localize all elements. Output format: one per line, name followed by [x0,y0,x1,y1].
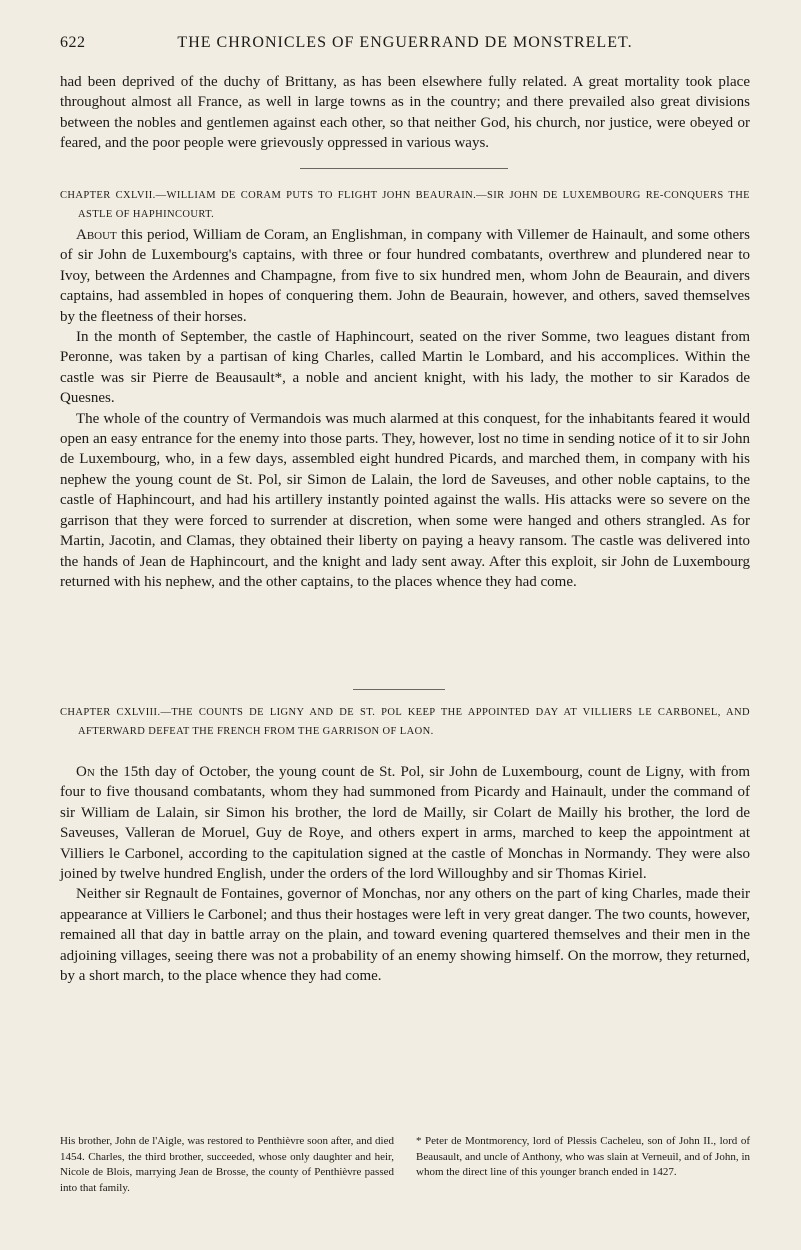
chapter-147-paragraph-3: The whole of the country of Vermandois was much alarmed at this conquest, for the inhabitants feared it would open an easy entrance for the enemy into those parts. They, however, lost no time in sending notice of it to sir John de Luxembourg, who, in a few days, assembled eight hundred Picards, and marched them, in company with his nephew the young count de St. Pol, sir Simon de Lalain, the lord de Saveuses, and other noble captains, to the castle of Haphincourt, and had his artillery instantly pointed against the walls. His attacks were so severe on the garrison that they were forced to surrender at discretion, when some were hanged and others strangled. As for Martin, Jacotin, and Clamas, they obtained their liberty on paying a heavy ransom. The castle was delivered into the hands of Jean de Haphincourt, and the knight and lady sent away. After this exploit, sir John de Luxembourg returned with his nephew, and the other captains, to the places whence they had come. [60,410,750,590]
chapter-147-body [60,225,750,592]
continuation-paragraph-block [60,72,750,154]
running-head: THE CHRONICLES OF ENGUERRAND DE MONSTRELET. [177,34,633,51]
page-number: 622 [60,34,86,51]
chapter-147-heading: CHAPTER CXLVII.—WILLIAM DE CORAM PUTS TO FLIGHT JOHN BEAURAIN.—SIR JOHN DE LUXEMBOURG RE-CONQUERS THE ASTLE OF HAPHINCOURT. [60,190,750,220]
chapter-148-body [60,762,750,986]
chapter-147-first-word: About [76,227,117,243]
chapter-148-paragraph-1-text: the 15th day of October, the young count de St. Pol, sir John de Luxembourg, count de Ligny, with from four to five thousand combatants, whom they had summoned from Picardy and Hainault, under the command of sir William de Lalain, sir Simon his brother, the lord de Mailly, sir Colart de Mailly his brother, the lord de Saveuses, Valleran de Moruel, Guy de Roye, and others expert in arms, marched to keep the appointment at Villiers le Carbonel, according to the capitulation signed at the castle of Monchas in Normandy. They were also joined by twelve hundred English, under the orders of the lord Willoughby and sir Thomas Kiriel. [60,764,750,883]
section-divider [300,168,508,169]
chapter-147-paragraph-1 [60,225,750,327]
chapter-147-paragraph-2: In the month of September, the castle of Haphincourt, seated on the river Somme, two leagues distant from Peronne, was taken by a partisan of king Charles, called Martin le Lombard, and his accomplices. Within the castle was sir Pierre de Beausault*, a noble and ancient knight, with his lady, the mother to sir Karados de Quesnes. [60,329,750,407]
footnote-right: * Peter de Montmorency, lord of Plessis Cacheleu, son of John II., lord of Beausault, and uncle of Anthony, who was slain at Verneuil, and of John, in whom the direct line of this younger branch ended in 1427. [416,1135,750,1178]
chapter-148-paragraph-1 [60,762,750,884]
chapter-end-divider [353,689,445,690]
chapter-148-paragraph-2: Neither sir Regnault de Fontaines, governor of Monchas, nor any others on the part of king Charles, made their appearance at Villiers le Carbonel; and thus their hostages were left in very great danger. The two counts, however, remained all that day in battle array on the plain, and toward evening quartered themselves and their men in the adjoining villages, seeing there was not a probability of an enemy showing himself. On the morrow, they returned, by a short march, to the place whence they had come. [60,886,750,985]
footnote-left: His brother, John de l'Aigle, was restored to Penthièvre soon after, and died 1454. Charles, the third brother, succeeded, whose only daughter and heir, Nicole de Blois, marrying Jean de Brosse, the county of Penthièvre passed into that family. [60,1135,394,1194]
chapter-148-heading: CHAPTER CXLVIII.—THE COUNTS DE LIGNY AND DE ST. POL KEEP THE APPOINTED DAY AT VILLIERS LE CARBONEL, AND AFTERWARD DEFEAT THE FRENCH FROM THE GARRISON OF LAON. [60,707,750,737]
chapter-147-paragraph-1-text: this period, William de Coram, an Englishman, in company with Villemer de Hainault, and some others of sir John de Luxembourg's captains, with three or four hundred combatants, overthrew and plundered near to Ivoy, between the Ardennes and Champagne, from five to six hundred men, whom John de Beaurain, and divers captains, had assembled in hopes of conquering them. John de Beaurain, however, and others, saved themselves by the fleetness of their horses. [60,227,750,325]
chapter-148-first-word: On [76,764,95,780]
continuation-paragraph: had been deprived of the duchy of Brittany, as has been elsewhere fully related. A great mortality took place throughout almost all France, as well in large towns as in the country; and there prevailed also great divisions between the nobles and gentlemen against each other, so that neither God, his church, nor justice, were obeyed or feared, and the poor people were grievously oppressed in various ways. [60,74,750,152]
page-header [60,34,750,56]
